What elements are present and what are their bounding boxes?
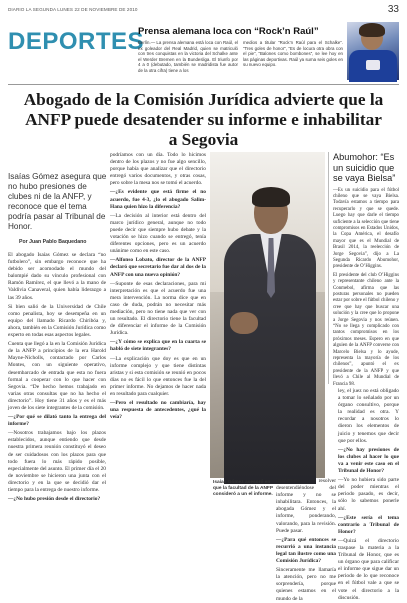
byline: Por Juan Pablo Baquedano	[19, 239, 87, 245]
question: —¿Y cómo se explica que en la cuarta se habló de siete integrantes?	[110, 339, 206, 353]
paragraph: Cuenta que llegó a la en la Comisión Jurídica de la ANFP a principios de la era Harold Mayne-Nicholls, contactado por Carlos Montes, con un siguiente operativo, desembarcado de entrada que esta no fuera formal a cooperar con lo que hacer con Segovia. “De hecho hemos trabajado en varias otras consultas que no ha hecho el directorio”. Hoy tiene 31 años y es el más joven de los siete integrantes de la comisión.	[8, 341, 106, 411]
sidebar-text	[333, 188, 399, 389]
paragraph: igualmente resolver desentendiéndose del informe y no se inhabilitara. Entonces, la abogada Gómez y el informe, ponderando, valorando, para la revisión. Puede pasar.	[276, 478, 336, 534]
paragraph: —Nosotros trabajamos bajo los plazos establecidos, aunque entiendo que desde nuestra primera reunión constituyó el deseo de ser cuidadosos con los plazos para que todo fuera lo más rápido posible, especialmente del asunto. El primer día el 20 de noviembre se hicieron una junta con el directorio y en la que se decidió dar el tiempo para la entrega de nuestro informe.	[8, 430, 106, 493]
paragraph: —Es un suicidio para el fútbol chileno que se vaya Bielsa. Todavía estamos a tiempo para recuperarlo y que se quede. Luego hay que darle el tiempo suficiente a la selección que tiene compromisos en Estados Unidos, la Copa América, el desafío mayor que es el Mundial de Brasil 2014, la reelección de Jorge Segovia”, dijo a La Segunda Ricardo Abumohor, presidente de O’Higgins.	[333, 187, 399, 270]
article-column-1	[8, 252, 106, 514]
question: —¿No hubo presión desde el directorio?	[8, 496, 101, 503]
section-title: DEPORTES	[8, 28, 145, 55]
teaser-photo	[347, 22, 399, 80]
lead-paragraph: Isaías Gómez asegura que no hubo presiones de clubes ni de la ANFP, y reconoce que el tema podría pasar al Tribunal de Honor.	[8, 172, 107, 231]
article-photo	[210, 152, 325, 478]
paragraph: —Quizá el directorio traspase la materia a la Tribunal de Honor, que es un órgano que para calificar el informe que sigue dar un periodo de lo que reconoce en el fútbol vale a que se vote el directorio a la discusión.	[338, 537, 399, 601]
question: —¿Por qué se dilató tanto la entrega del informe?	[8, 414, 106, 428]
paragraph: Sinceramente me llamaría la atención, pero no me sorprendería, porque quienes estamos en el mundo de la	[276, 567, 336, 602]
teaser-box	[138, 26, 343, 74]
paragraph: —La decisión al interior está dentro del marco jurídico general, aunque no todo puede decir que siempre hubo debate y la votación se hizo cuando se entregó, tenía diferentes opciones, pero es un acuerdo unánime como en este caso.	[110, 212, 206, 255]
teaser-text-col-1: Berlín.— La prensa alemana está loca con Raúl, el ex goleador del Real Madrid, quien se matriculó con tres conquistas en la victoria del Schalke ante el Werder Bremen en la Bundesliga. El triunfo por 4 a 0 (debutado, también se madridista fue autor de la otra cifra) tiene a los	[138, 40, 238, 73]
teaser-title: Prensa alemana loca con “Rock’n Raúl”	[138, 26, 319, 37]
teaser-text-col-2: medios a titular “Rock’n Raúl para el Schalke”. “Tres goles de honor”, “Es de locura otra obra con el pie”, “Balones como bombones”, se lee hoy en las páginas deportivas. Raúl ya suma seis goles en su nuevo equipo.	[243, 40, 343, 68]
page-header	[8, 3, 399, 15]
paragraph: ley, el juez no está obligado a tomar lo señalado por un órgano consultivo, porque la realidad es otra. Y recordar a nosotros lo dieron los elementos de juicio y tenemos que decir que por ellos.	[338, 388, 399, 444]
question: —¿Para qué entonces se recurrió a una instancia legal tan ilustre como una Comisión Jurídica?	[276, 536, 336, 565]
paragraph: —La explicación que doy es que en un informe complejo y que tiene distintas aristas y si esta comisión se reunió en pocos días no es fácil lo que entonces fue la del primer informe. No dejamos de hacer nada en resultado para cualquier.	[110, 355, 206, 397]
paragraph: El abogado Isaías Gómez se declara “no futbolero”, sin embargo reconoce que ha debido ser acomodado el mundo del balompié dado su vínculo profesional con Ramón Ramírez, el que llevó a la mano de Valdivia Canaveral, quien había liderazgo a las 39 años.	[8, 252, 106, 301]
article-column-2	[110, 152, 206, 514]
paragraph: —Suponte de esas declaraciones, para mi interpretación es que el acuerdo fue una mera intervención. La norma dice que en caso de duda, podrán no necesitar más mediación, pero no tiene nada que ver con un resultado. El directorio tiene la facultad de diferenciar el informe de la Comisión Jurídica.	[110, 280, 206, 337]
question: —Pero el resultado no cambiaría, hay una respuesta de antecedentes, ¿qué la veía?	[110, 400, 206, 421]
headline: Abogado de la Comisión Jurídica advierte que la ANFP puede desatender su informe e inhabilitar a Segovia	[23, 90, 384, 149]
divider	[8, 84, 399, 85]
photo-caption: Isaías Gómez asesoró en que la facultad de la ANFP consideró a un el informe.	[213, 480, 273, 497]
paragraph: podríamos con un día. Todo lo hicimos dentro de los plazos y no fue algo sencillo, porque había que analizar que el directorio entregó varios documentos, y otras cosas, pero sobre la mesa nos se tomó el acuerdo.	[110, 152, 206, 187]
article-column-3	[276, 478, 336, 602]
page-number: 33	[387, 3, 399, 15]
paragraph: —Yo no hubiera sido parte del poder mientras el periodo pasado, es decir, sólo lo sabemos ponerle ahí.	[338, 477, 399, 512]
question: —Alfonso Lobato, director de la ANFP declaró que secretario fue dar al dos de la ANFP con una nueva opinión?	[110, 257, 206, 278]
article-column-4	[338, 388, 399, 601]
folio: DIARIO LA SEGUNDA LUNES 22 DE NOVIEMBRE DE 2010	[8, 6, 138, 12]
question: —¿No hay presiones de los clubes al hacer lo que va a venir este caso en el Tribunal de Honor?	[338, 446, 399, 475]
sidebar-box	[328, 152, 399, 387]
paragraph: Si bien salió de la Universidad de Chile como penalista, hoy se desempeña en un equipo del llamado Ricardo Chiribóa y, ahora, también en la Comisión Jurídica como experto en todas esas aspectos legales.	[8, 303, 106, 339]
question: —¿Es evidente que está firme el no acuerdo, fue 4-3, ¿lo el abogado Salim-Hana quien hizo la diferencia?	[110, 189, 206, 210]
paragraph: El presidente del club O’Higgins y representante chileno ante la Conmebol, afirma que las posturas personales no pueden estar por sobre el fútbol chileno y cree que hay que buscar una solución y la cree que lo propone a Jorge Segovia y nos reúnen. “No se llega y complicado con tantos compromisos en los próximos meses. Espero en que alguien de la ANFP converse con Marcelo Bielsa y lo ayude, representa la mayoría de los chilenos”, apuntó el ex presidente de la ANFP y que llevó a Chile al Mundial de Francia 98.	[333, 272, 399, 387]
question: —¿Este sería el tema contrario a Tribunal de Honor?	[338, 514, 399, 535]
sidebar-title: Abumohor: “Es un suicidio que se vaya Bielsa”	[333, 152, 396, 183]
